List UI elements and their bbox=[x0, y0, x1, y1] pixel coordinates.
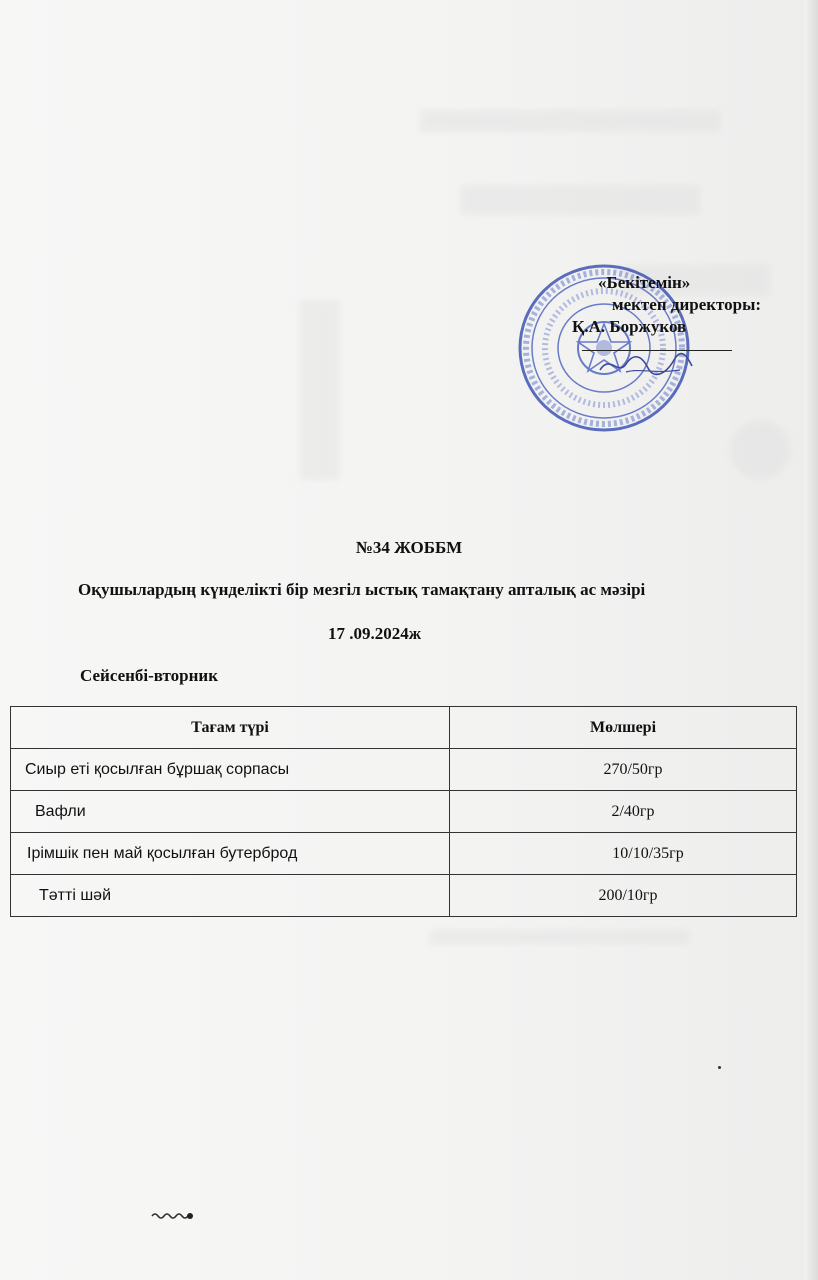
approval-position: мектеп директоры: bbox=[612, 295, 762, 314]
table-row bbox=[11, 833, 797, 875]
bleed-through-mark bbox=[730, 420, 790, 480]
table-row bbox=[11, 749, 797, 791]
bleed-through-mark bbox=[460, 185, 700, 215]
table-row bbox=[11, 791, 797, 833]
approval-director-name: Қ.А. Боржуков bbox=[572, 317, 687, 336]
signature-icon bbox=[596, 350, 696, 378]
page-title: Оқушылардың күнделікті бір мезгіл ыстық тамақтану апталық ас мәзірі bbox=[78, 580, 646, 599]
menu-date: 17 .09.2024ж bbox=[328, 624, 422, 643]
bleed-through-mark bbox=[300, 300, 340, 480]
signature-line bbox=[582, 350, 732, 351]
paper-edge bbox=[804, 0, 818, 1280]
table-row bbox=[11, 875, 797, 917]
dish-name: Тәтті шәй bbox=[11, 875, 450, 917]
weekday-label: Сейсенбі-вторник bbox=[80, 666, 219, 685]
school-name: №34 ЖОББМ bbox=[355, 538, 463, 557]
dish-amount: 270/50гр bbox=[450, 749, 797, 791]
speck-mark bbox=[718, 1066, 721, 1069]
dish-name: Ірімшік пен май қосылған бутерброд bbox=[11, 833, 450, 875]
dish-name: Вафли bbox=[11, 791, 450, 833]
bleed-through-mark bbox=[430, 930, 690, 944]
dish-amount: 200/10гр bbox=[450, 875, 797, 917]
scan-mark-icon bbox=[150, 1210, 194, 1222]
dish-name: Сиыр еті қосылған бұршақ сорпасы bbox=[11, 749, 450, 791]
approval-block bbox=[560, 272, 800, 351]
column-header-dish: Тағам түрі bbox=[11, 707, 450, 749]
dish-amount: 10/10/35гр bbox=[450, 833, 797, 875]
table-header-row bbox=[11, 707, 797, 749]
dish-amount: 2/40гр bbox=[450, 791, 797, 833]
menu-table bbox=[10, 706, 797, 917]
column-header-amount: Мөлшері bbox=[450, 707, 797, 749]
bleed-through-mark bbox=[420, 110, 720, 132]
approval-heading: «Бекітемін» bbox=[598, 273, 691, 292]
